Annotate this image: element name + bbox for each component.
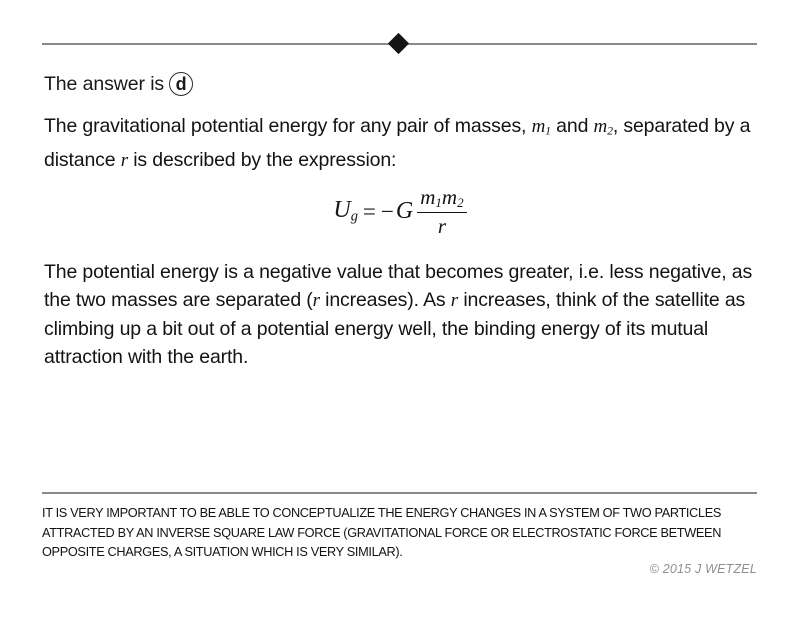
variable-m2-subscript: 2 xyxy=(607,124,613,138)
paragraph-2-segment-3: increases, think of the satellite as climbing up a bit out of a potential energy well, the binding energy of its mutual attraction with the earth. xyxy=(44,289,746,368)
paragraph-2-segment-2: increases). As xyxy=(319,289,451,311)
equation-expression xyxy=(333,186,466,237)
variable-m1-base: m xyxy=(531,116,546,137)
paragraph-explanation xyxy=(44,258,760,371)
equation-gravitational-constant: G xyxy=(395,198,414,225)
paragraph-2-segment-1: The potential energy is a negative value that becomes greater, i.e. less negative, as the two masses are separated ( xyxy=(44,261,753,311)
numerator-m1-subscript: 1 xyxy=(435,194,442,210)
numerator-m2-subscript: 2 xyxy=(457,194,464,210)
variable-m1-subscript: 1 xyxy=(545,124,551,138)
copyright-notice: © 2015 J WETZEL xyxy=(649,562,757,576)
equation-denominator: r xyxy=(437,214,447,239)
variable-m1 xyxy=(532,116,551,137)
equation-minus-sign: − xyxy=(380,198,394,224)
equation-lhs-subscript: g xyxy=(350,208,358,225)
equation-lhs-base: U xyxy=(333,197,351,224)
variable-r-second: r xyxy=(450,290,459,311)
equation-lhs xyxy=(333,197,358,226)
equation-equals-sign: = xyxy=(362,198,376,224)
variable-r-first: r xyxy=(312,290,320,311)
diamond-icon xyxy=(388,33,409,54)
footer-divider xyxy=(42,492,757,494)
paragraph-1-segment-3: , separated by a distance xyxy=(44,115,751,171)
variable-m2-base: m xyxy=(593,116,608,137)
equation-numerator xyxy=(417,186,466,211)
answer-line xyxy=(44,70,193,97)
numerator-m1-base: m xyxy=(420,185,436,209)
paragraph-1-segment-1: The gravitational potential energy for any pair of masses, xyxy=(44,115,532,137)
footer-note-text: IT IS VERY IMPORTANT TO BE ABLE TO CONCEPTUALIZE THE ENERGY CHANGES IN A SYSTEM OF TWO PARTICLES ATTRACTED BY AN INVERSE SQUARE LAW FORCE (GRAVITATIONAL FORCE OR ELECTROSTATIC FORCE BETWEEN OPPOSITE CHARGES, A SITUATION WHICH IS VERY SIMILAR). xyxy=(42,505,722,559)
equation-block xyxy=(0,186,800,237)
header-divider xyxy=(42,36,757,56)
paragraph-definition xyxy=(44,112,760,175)
variable-r-distance: r xyxy=(120,149,128,171)
paragraph-1-segment-4: is described by the expression: xyxy=(127,148,397,171)
paragraph-1-segment-2: and xyxy=(550,115,594,137)
numerator-m2-base: m xyxy=(441,185,458,209)
equation-fraction xyxy=(417,186,466,237)
variable-m2 xyxy=(594,116,613,137)
fraction-bar xyxy=(417,212,466,214)
answer-prefix-label: The answer is xyxy=(44,72,165,95)
answer-choice-badge: d xyxy=(169,72,193,96)
